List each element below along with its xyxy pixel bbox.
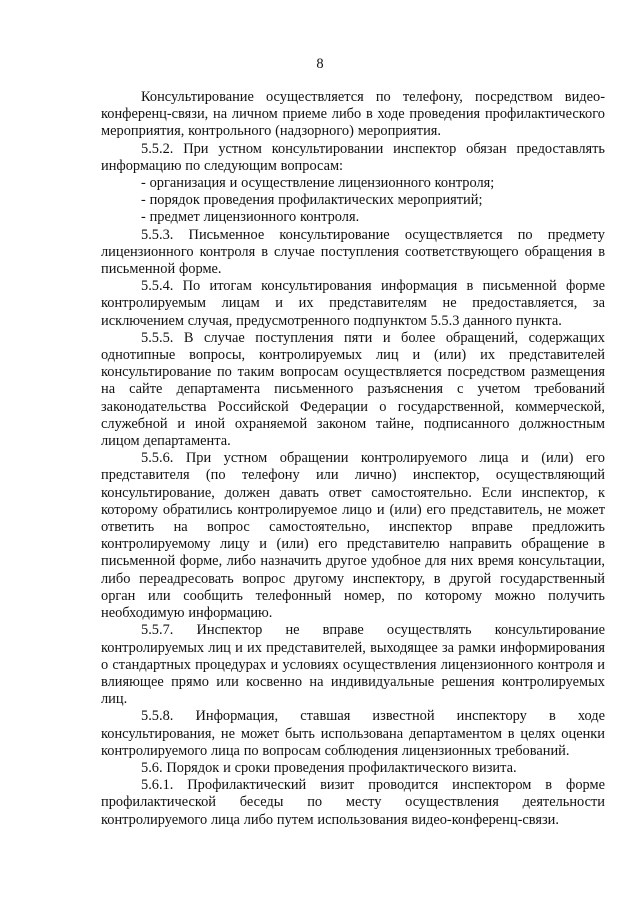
list-item: - организация и осуществление лицензионного контроля; (141, 175, 495, 192)
paragraph-5-5-6: 5.5.6. При устном обращении контролируемого лица и (или) его представителя (по телефону или лично) инспектор, осуществляющий консультирование, должен давать ответ самостоятельно. Если инспектор, к которому обратились контролируемое лицо и (или) его представитель, не может ответить на вопрос самостоятельно, инспектор вправе предложить контролируемому лицу и (или) его представителю направить обращение в письменной форме, либо назначить другое удобное для них время консультации, либо переадресовать вопрос другому инспектору, в другой государственный орган или сообщить телефонный номер, по которому можно получить необходимую информацию. (101, 450, 605, 622)
document-body (101, 89, 605, 829)
paragraph-5-5-7: 5.5.7. Инспектор не вправе осуществлять консультирование контролируемых лиц и их представителей, выходящее за рамки информирования о стандартных процедурах и условиях осуществления лицензионного контроля и влияющее прямо или косвенно на индивидуальные решения контролируемых лиц. (101, 622, 605, 708)
paragraph-5-5-8: 5.5.8. Информация, ставшая известной инспектору в ходе консультирования, не может быть использована департаментом в целях оценки контролируемого лица по вопросам соблюдения лицензионных требований. (101, 708, 605, 759)
paragraph-5-6-1: 5.6.1. Профилактический визит проводится инспектором в форме профилактической беседы по месту осуществления деятельности контролируемого лица либо путем использования видео-конференц-связи. (101, 777, 605, 828)
list-item: - порядок проведения профилактических мероприятий; (141, 192, 483, 209)
list-item: - предмет лицензионного контроля. (141, 209, 360, 226)
paragraph-5-5-3: 5.5.3. Письменное консультирование осуществляется по предмету лицензионного контроля в случае поступления соответствующего обращения в письменной форме. (101, 226, 605, 278)
paragraph-5-5-4: 5.5.4. По итогам консультирования информация в письменной форме контролируемым лицам и их представителям не предоставляется, за исключением случая, предусмотренного подпунктом 5.5.3 данного пункта. (101, 278, 605, 329)
paragraph-consulting-methods: Консультирование осуществляется по телефону, посредством видео-конференц-связи, на личном приеме либо в ходе проведения профилактического мероприятия, контрольного (надзорного) мероприятия. (101, 89, 605, 140)
paragraph-5-6: 5.6. Порядок и сроки проведения профилактического визита. (141, 759, 517, 776)
paragraph-5-5-2: 5.5.2. При устном консультировании инспектор обязан предоставлять информацию по следующим вопросам: (101, 140, 605, 174)
paragraph-5-5-5: 5.5.5. В случае поступления пяти и более обращений, содержащих однотипные вопросы, контролируемых лиц и (или) их представителей консультирование по таким вопросам осуществляется посредством размещения на сайте департамента письменного разъяснения с учетом требований законодательства Российской Федерации о государственной, коммерческой, служебной и иной охраняемой законом тайне, подписанного должностным лицом департамента. (101, 329, 605, 450)
page-number: 8 (316, 56, 324, 72)
